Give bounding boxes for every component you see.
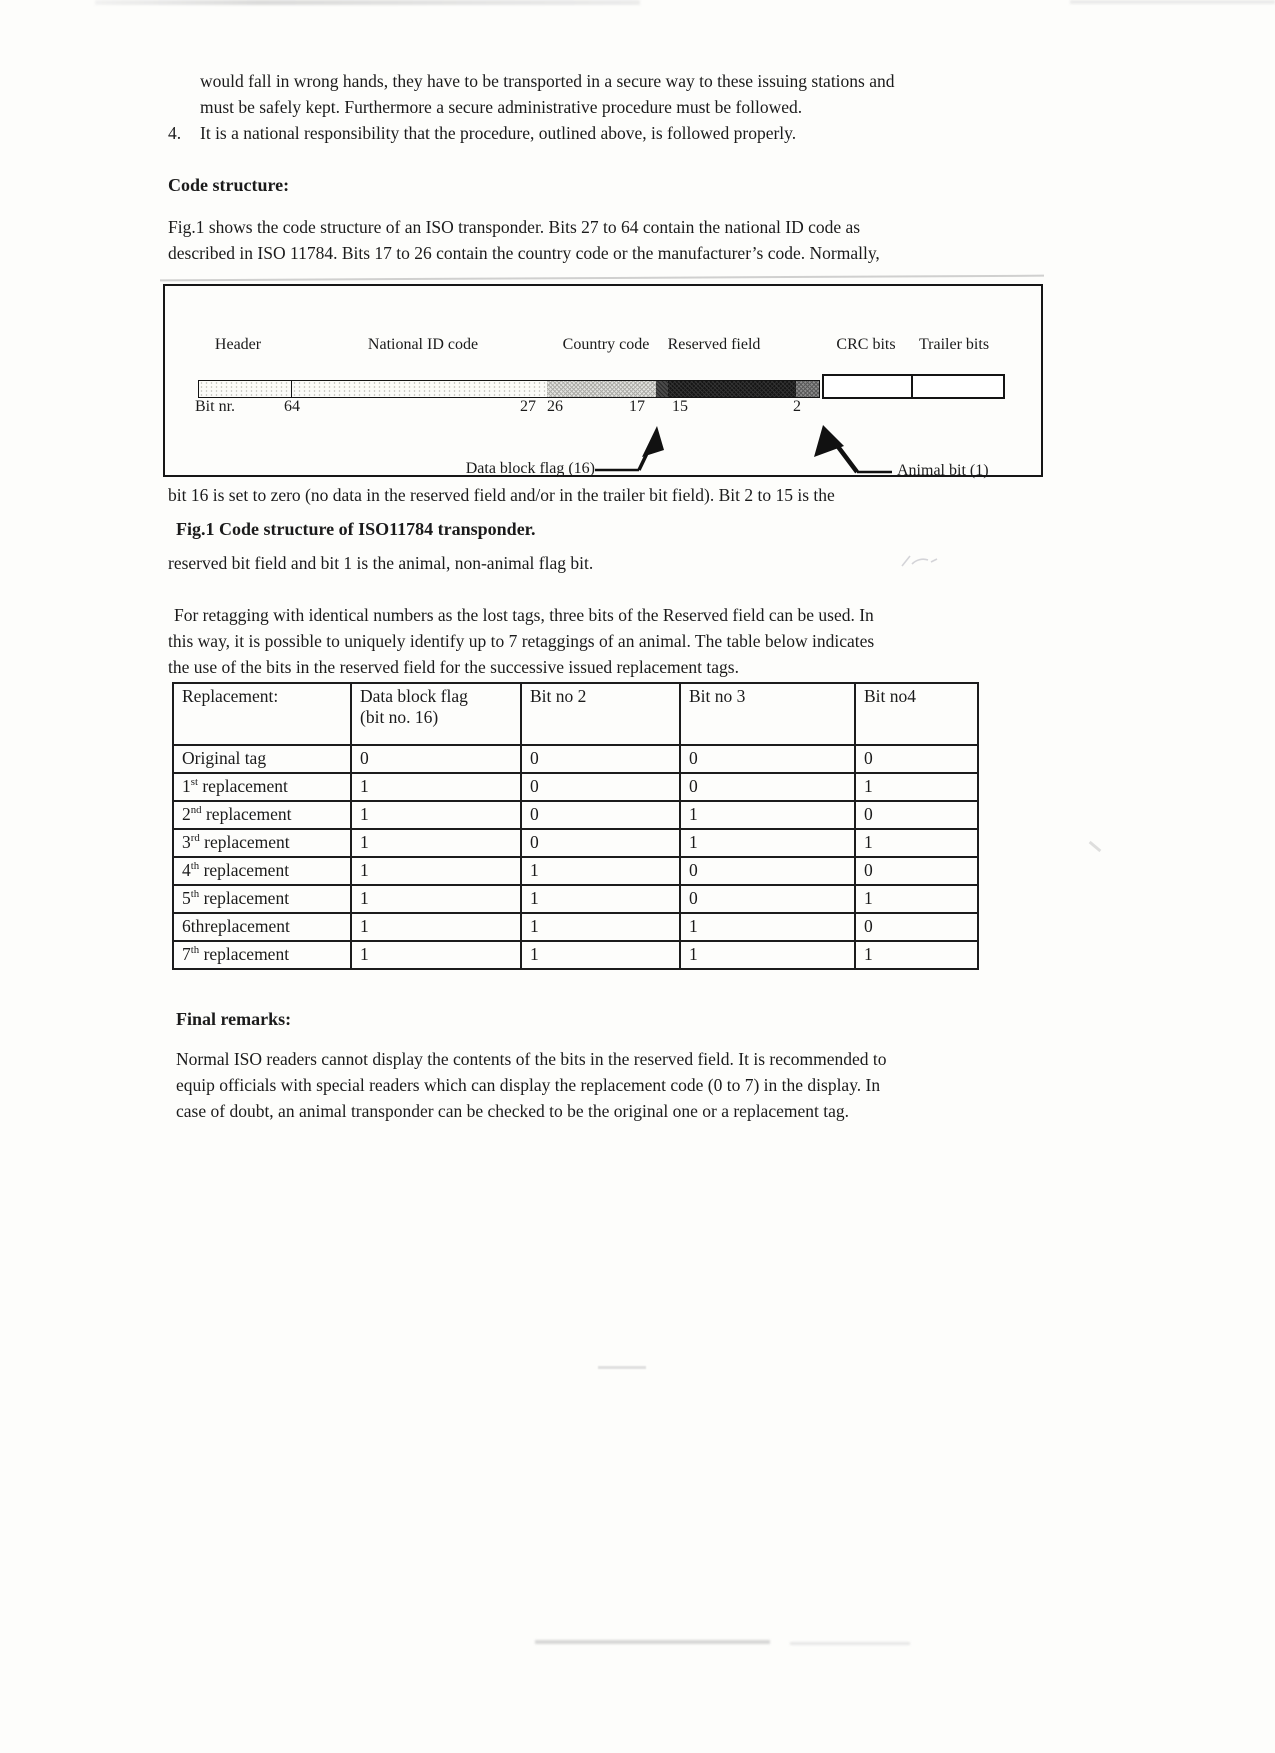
segment-label-trailer: Trailer bits xyxy=(918,336,990,353)
row-label xyxy=(173,913,351,941)
row-label-rest: replacement xyxy=(199,860,290,880)
table-row xyxy=(173,941,978,969)
cell-value: 1 xyxy=(351,857,521,885)
header-data-block-flag-line2: (bit no. 16) xyxy=(360,707,439,727)
cell-value: 1 xyxy=(351,829,521,857)
reserved-bit-line: reserved bit field and bit 1 is the animal, non-animal flag bit. xyxy=(168,553,594,573)
data-block-flag-annotation: Data block flag (16) xyxy=(465,460,595,477)
cell-value: 1 xyxy=(521,913,680,941)
table-row xyxy=(173,745,978,773)
cell-value: 1 xyxy=(855,829,978,857)
cell-value: 0 xyxy=(855,857,978,885)
scan-artifact-bottom-streak xyxy=(535,1640,770,1644)
retagging-line-3: the use of the bits in the reserved field for the successive issued replacement tags. xyxy=(168,657,739,677)
cell-value: 1 xyxy=(680,941,855,969)
cell-value: 1 xyxy=(855,941,978,969)
cell-value: 0 xyxy=(521,773,680,801)
cell-value: 0 xyxy=(680,885,855,913)
retagging-line-2: this way, it is possible to uniquely identify up to 7 retaggings of an animal. The table below indicates xyxy=(168,631,875,651)
table-row xyxy=(173,829,978,857)
bit-number-26: 26 xyxy=(547,398,563,415)
row-label-sup: th xyxy=(190,860,200,873)
header-replacement: Replacement: xyxy=(173,683,351,745)
row-label xyxy=(173,773,351,801)
table-row xyxy=(173,913,978,941)
row-label-text: 3 xyxy=(182,832,191,852)
table-row xyxy=(173,885,978,913)
final-remarks-line-3: case of doubt, an animal transponder can be checked to be the original one or a replacement tag. xyxy=(176,1101,849,1121)
row-label-text: 7 xyxy=(182,944,191,964)
cell-value: 0 xyxy=(351,745,521,773)
header-data-block-flag-line1: Data block flag xyxy=(360,686,468,706)
cell-value: 1 xyxy=(351,773,521,801)
row-label xyxy=(173,829,351,857)
cell-value: 1 xyxy=(351,941,521,969)
bit-number-64: 64 xyxy=(284,398,300,415)
table-header-row xyxy=(173,683,978,745)
header-bit-no-4: Bit no4 xyxy=(855,683,978,745)
final-remarks-line-1: Normal ISO readers cannot display the contents of the bits in the reserved field. It is recommended to xyxy=(176,1049,887,1069)
table-row xyxy=(173,801,978,829)
animal-bit-annotation: Animal bit (1) xyxy=(897,462,989,479)
pencil-smudge xyxy=(898,548,942,574)
cell-value: 0 xyxy=(855,913,978,941)
figure-1-code-structure xyxy=(163,284,1043,477)
scan-artifact-top-right xyxy=(1070,0,1275,4)
bit-number-2: 2 xyxy=(793,398,801,415)
cell-value: 0 xyxy=(680,745,855,773)
header-bit-no-2: Bit no 2 xyxy=(521,683,680,745)
scan-artifact-figure-topline xyxy=(160,275,1044,282)
row-label xyxy=(173,941,351,969)
row-label-text: Original tag xyxy=(182,748,267,768)
cell-value: 0 xyxy=(680,857,855,885)
row-label-sup: st xyxy=(190,776,198,789)
row-label xyxy=(173,857,351,885)
cell-value: 0 xyxy=(855,801,978,829)
figure-caption: Fig.1 Code structure of ISO11784 transponder. xyxy=(176,519,536,539)
code-structure-heading: Code structure: xyxy=(168,175,290,195)
intro-line-2: must be safely kept. Furthermore a secure administrative procedure must be followed. xyxy=(200,97,803,117)
bit-number-27: 27 xyxy=(520,398,536,415)
cell-value: 1 xyxy=(351,801,521,829)
row-label-rest: replacement xyxy=(201,804,292,824)
row-label-rest: replacement xyxy=(197,776,288,796)
row-label-text: 2 xyxy=(182,804,191,824)
row-label xyxy=(173,745,351,773)
cell-value: 1 xyxy=(521,885,680,913)
row-label-rest: replacement xyxy=(199,888,290,908)
bit-number-label: Bit nr. xyxy=(195,398,236,415)
cell-value: 1 xyxy=(521,857,680,885)
header-bit-no-3: Bit no 3 xyxy=(680,683,855,745)
row-label-sup: th xyxy=(190,888,200,901)
cell-value: 1 xyxy=(521,941,680,969)
replacement-bits-table xyxy=(172,682,979,970)
segment-label-reserved: Reserved field xyxy=(667,336,761,353)
cell-value: 0 xyxy=(521,745,680,773)
list-item-4-text: It is a national responsibility that the procedure, outlined above, is followed properly. xyxy=(200,123,797,143)
cell-value: 0 xyxy=(521,801,680,829)
cell-value: 1 xyxy=(680,829,855,857)
row-label-text: 5 xyxy=(182,888,191,908)
list-item-4-number: 4. xyxy=(168,123,182,143)
final-remarks-heading: Final remarks: xyxy=(176,1009,292,1029)
cell-value: 0 xyxy=(855,745,978,773)
cell-value: 1 xyxy=(351,913,521,941)
row-label-text: 4 xyxy=(182,860,191,880)
table-row xyxy=(173,857,978,885)
retagging-line-1: For retagging with identical numbers as the lost tags, three bits of the Reserved field can be used. In xyxy=(174,605,874,625)
scan-artifact-bottom-streak-2 xyxy=(790,1642,910,1645)
cell-value: 0 xyxy=(521,829,680,857)
row-label xyxy=(173,801,351,829)
segment-label-country: Country code xyxy=(562,336,650,353)
scan-artifact-margin-tick xyxy=(1089,841,1102,852)
table-row xyxy=(173,773,978,801)
segment-label-header: Header xyxy=(214,336,262,353)
row-label-text: 6threplacement xyxy=(182,916,290,936)
row-label-sup: nd xyxy=(190,804,202,817)
scan-artifact-top xyxy=(95,0,640,5)
cell-value: 1 xyxy=(351,885,521,913)
bit-number-17: 17 xyxy=(629,398,645,415)
segment-label-national: National ID code xyxy=(367,336,479,353)
code-structure-line-2: described in ISO 11784. Bits 17 to 26 contain the country code or the manufacturer’s code. Normally, xyxy=(168,243,880,263)
cell-value: 1 xyxy=(855,773,978,801)
row-label-sup: th xyxy=(190,944,200,957)
code-structure-line-1: Fig.1 shows the code structure of an ISO transponder. Bits 27 to 64 contain the national ID code as xyxy=(168,217,861,237)
row-label-rest: replacement xyxy=(199,944,290,964)
segment-label-crc: CRC bits xyxy=(836,336,896,353)
annotation-arrows xyxy=(165,286,1045,479)
final-remarks-line-2: equip officials with special readers which can display the replacement code (0 to 7) in the display. In xyxy=(176,1075,881,1095)
bit16-explanation-line: bit 16 is set to zero (no data in the reserved field and/or in the trailer bit field). Bit 2 to 15 is the xyxy=(168,485,835,505)
header-data-block-flag xyxy=(351,683,521,745)
bit-number-15: 15 xyxy=(672,398,688,415)
cell-value: 1 xyxy=(680,913,855,941)
row-label xyxy=(173,885,351,913)
row-label-sup: rd xyxy=(190,832,200,845)
cell-value: 1 xyxy=(680,801,855,829)
intro-line-1: would fall in wrong hands, they have to be transported in a secure way to these issuing stations and xyxy=(200,71,895,91)
cell-value: 1 xyxy=(855,885,978,913)
row-label-text: 1 xyxy=(182,776,191,796)
scan-artifact-mid-dash xyxy=(598,1366,646,1369)
cell-value: 0 xyxy=(680,773,855,801)
row-label-rest: replacement xyxy=(199,832,290,852)
